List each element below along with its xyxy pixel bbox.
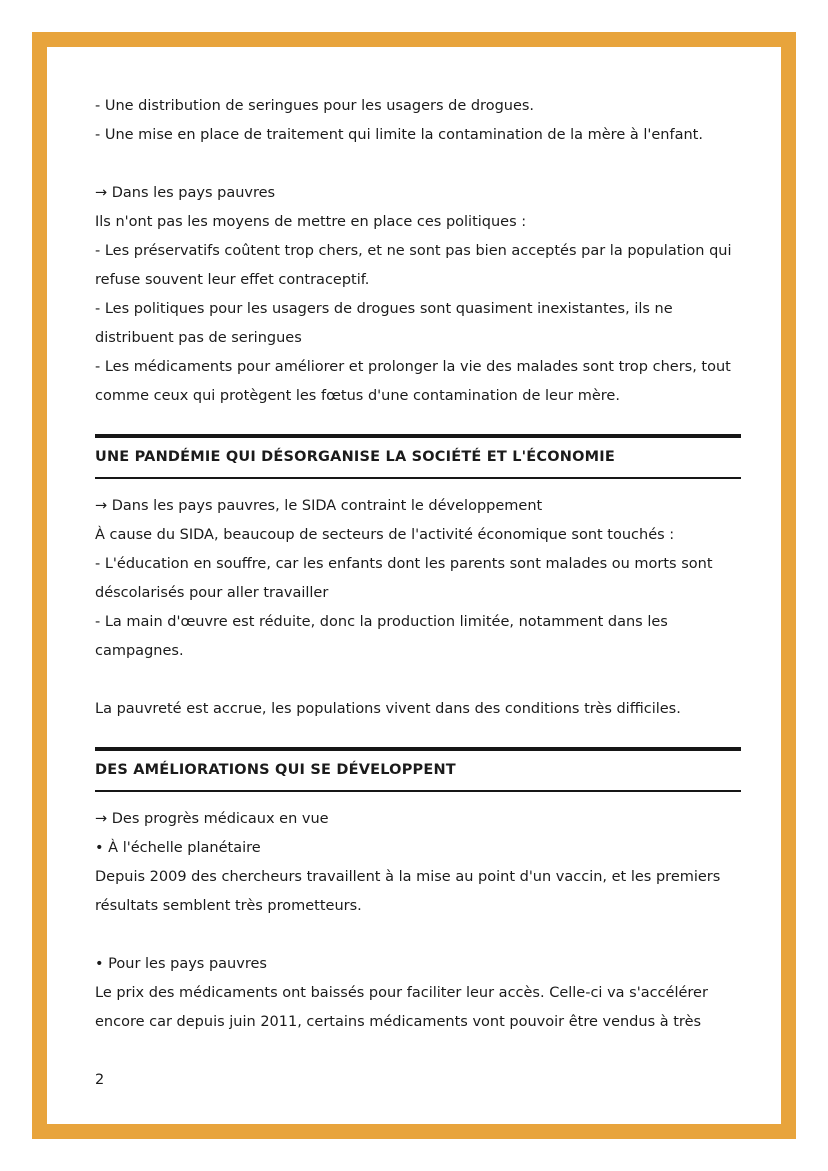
paragraph: - Les médicaments pour améliorer et prolonger la vie des malades sont trop chers, tout comme ceux qui protègent les fœtus d'une contamination de leur mère. [95, 359, 731, 404]
page-border-frame [32, 32, 796, 1139]
paragraph: → Dans les pays pauvres [95, 185, 276, 201]
document-content [47, 47, 781, 1072]
paragraph: → Des progrès médicaux en vue [95, 811, 329, 827]
section-heading: DES AMÉLIORATIONS QUI SE DÉVELOPPENT [95, 747, 741, 792]
paragraph: La pauvreté est accrue, les populations vivent dans des conditions très difficiles. [95, 701, 681, 717]
blank-line [95, 150, 741, 179]
paragraph: Ils n'ont pas les moyens de mettre en place ces politiques : [95, 214, 527, 230]
paragraph: - L'éducation en souffre, car les enfants dont les parents sont malades ou morts sont déscolarisés pour aller travailler [95, 556, 713, 601]
page-number: 2 [95, 1072, 105, 1088]
blank-line [95, 921, 741, 950]
paragraph: → Dans les pays pauvres, le SIDA contraint le développement [95, 498, 543, 514]
paragraph: • À l'échelle planétaire [95, 840, 261, 856]
paragraph: - Les politiques pour les usagers de drogues sont quasiment inexistantes, ils ne distribuent pas de seringues [95, 301, 673, 346]
blank-line [95, 666, 741, 695]
paragraph: - Les préservatifs coûtent trop chers, et ne sont pas bien acceptés par la population qui refuse souvent leur effet contraceptif. [95, 243, 732, 288]
paragraph: Le prix des médicaments ont baissés pour faciliter leur accès. Celle-ci va s'accélérer encore car depuis juin 2011, certains médicaments vont pouvoir être vendus à très [95, 985, 708, 1030]
paragraph: Depuis 2009 des chercheurs travaillent à la mise au point d'un vaccin, et les premiers résultats semblent très prometteurs. [95, 869, 721, 914]
paragraph: À cause du SIDA, beaucoup de secteurs de l'activité économique sont touchés : [95, 527, 675, 543]
paragraph: - Une mise en place de traitement qui limite la contamination de la mère à l'enfant. [95, 127, 703, 143]
paragraph: - Une distribution de seringues pour les usagers de drogues. [95, 98, 535, 114]
paragraph: - La main d'œuvre est réduite, donc la production limitée, notamment dans les campagnes. [95, 614, 668, 659]
section-heading: UNE PANDÉMIE QUI DÉSORGANISE LA SOCIÉTÉ ET L'ÉCONOMIE [95, 434, 741, 479]
paragraph: • Pour les pays pauvres [95, 956, 267, 972]
